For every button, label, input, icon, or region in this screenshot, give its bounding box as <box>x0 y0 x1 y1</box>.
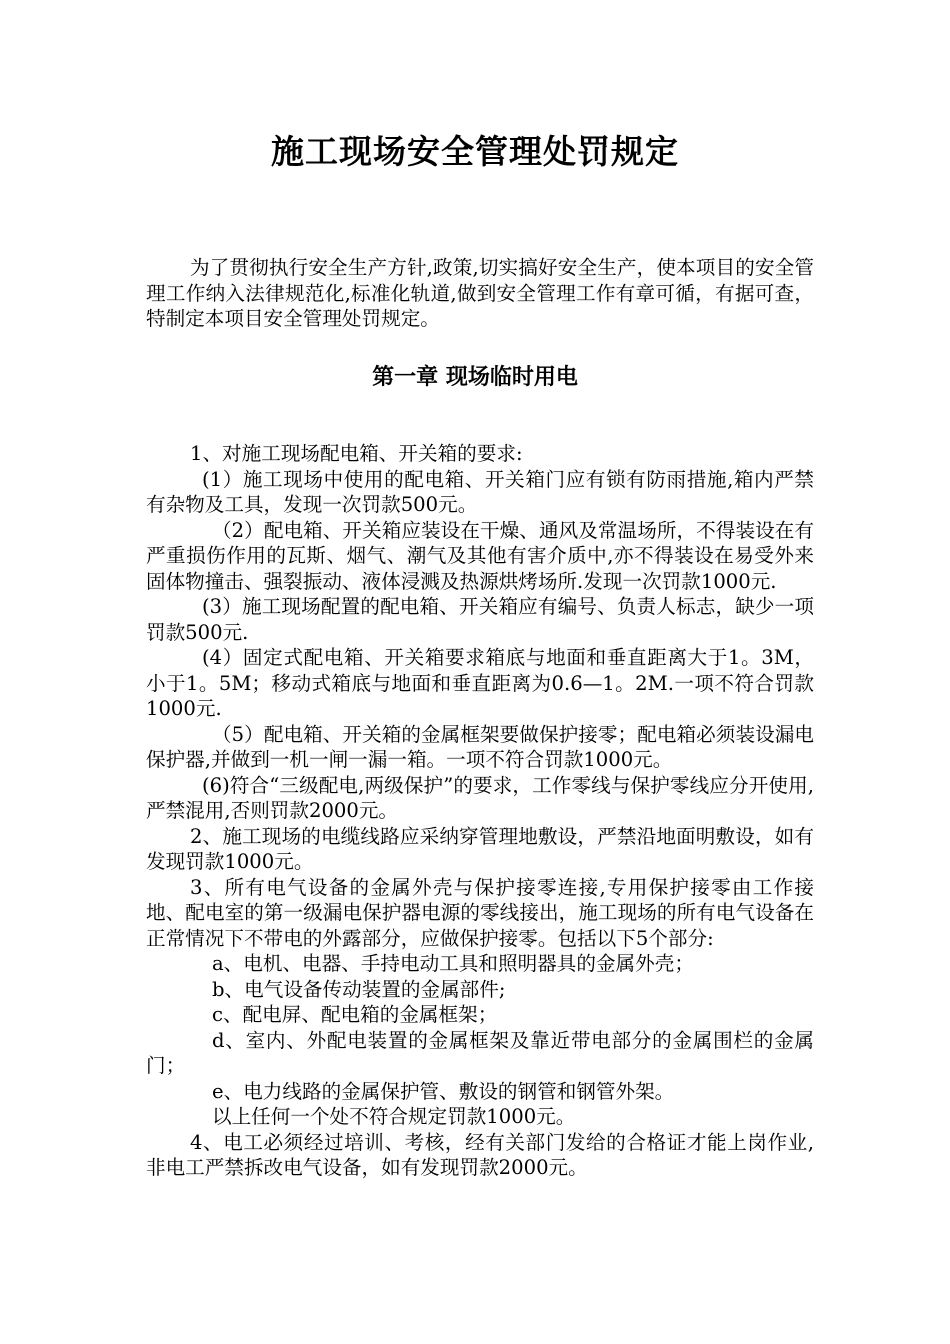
paragraph-item-3-c: c、配电屏、配电箱的金属框架； <box>212 1003 498 1026</box>
paragraph-item-3-a: a、电机、电器、手持电动工具和照明器具的金属外壳； <box>212 952 694 975</box>
paragraph-item-3-d: d、室内、外配电装置的金属框架及靠近带电部分的金属围栏的金属门； <box>146 1028 814 1077</box>
paragraph-item-3-penalty: 以上任何一个处不符合规定罚款1000元。 <box>212 1105 576 1128</box>
paragraph-item-1: 1、对施工现场配电箱、开关箱的要求: <box>190 442 523 465</box>
paragraph-item-1-6: (6)符合“三级配电,两级保护”的要求，工作零线与保护零线应分开使用,严禁混用,否则罚款2000元。 <box>146 773 814 822</box>
paragraph-item-3-e: e、电力线路的金属保护管、敷设的钢管和钢管外架。 <box>212 1079 675 1103</box>
document-title: 施工现场安全管理处罚规定 <box>271 132 679 171</box>
paragraph-item-1-5: （5）配电箱、开关箱的金属框架要做保护接零；配电箱必须装设漏电保护器,并做到一机一闸一漏一箱。一项不符合罚款1000元。 <box>146 722 814 771</box>
chapter-heading: 第一章 现场临时用电 <box>372 364 578 390</box>
chapter-body <box>146 441 814 1181</box>
paragraph-item-2: 2、施工现场的电缆线路应采纳穿管理地敷设，严禁沿地面明敷设，如有发现罚款1000元。 <box>146 824 814 873</box>
paragraph-item-1-3: (3）施工现场配置的配电箱、开关箱应有编号、负责人标志，缺少一项罚款500元. <box>146 595 814 644</box>
paragraph-item-1-2: （2）配电箱、开关箱应装设在干燥、通风及常温场所，不得装设在有严重损伤作用的瓦斯、烟气、潮气及其他有害介质中,亦不得装设在易受外来固体物撞击、强裂振动、液体浸溅及热源烘烤场所.发现一次罚款1000元. <box>146 518 814 593</box>
intro-paragraph: 为了贯彻执行安全生产方针,政策,切实搞好安全生产，使本项目的安全管理工作纳入法律规范化,标准化轨道,做到安全管理工作有章可循，有据可查，特制定本项目安全管理处罚规定。 <box>146 256 814 330</box>
paragraph-item-3-b: b、电气设备传动装置的金属部件; <box>212 977 506 1001</box>
paragraph-item-1-4: (4）固定式配电箱、开关箱要求箱底与地面和垂直距离大于1。3M，小于1。5M；移动式箱底与地面和垂直距离为0.6—1。2M.一项不符合罚款1000元. <box>146 646 814 720</box>
paragraph-item-1-1: (1）施工现场中使用的配电箱、开关箱门应有锁有防雨措施,箱内严禁有杂物及工具，发现一次罚款500元。 <box>146 467 814 516</box>
paragraph-item-3: 3、所有电气设备的金属外壳与保护接零连接,专用保护接零由工作接地、配电室的第一级漏电保护器电源的零线接出，施工现场的所有电气设备在正常情况下不带电的外露部分，应做保护接零。包括以下5个部分: <box>146 875 814 950</box>
paragraph-item-4: 4、电工必须经过培训、考核，经有关部门发给的合格证才能上岗作业,非电工严禁拆改电气设备，如有发现罚款2000元。 <box>146 1130 814 1179</box>
intro-section <box>146 255 814 332</box>
